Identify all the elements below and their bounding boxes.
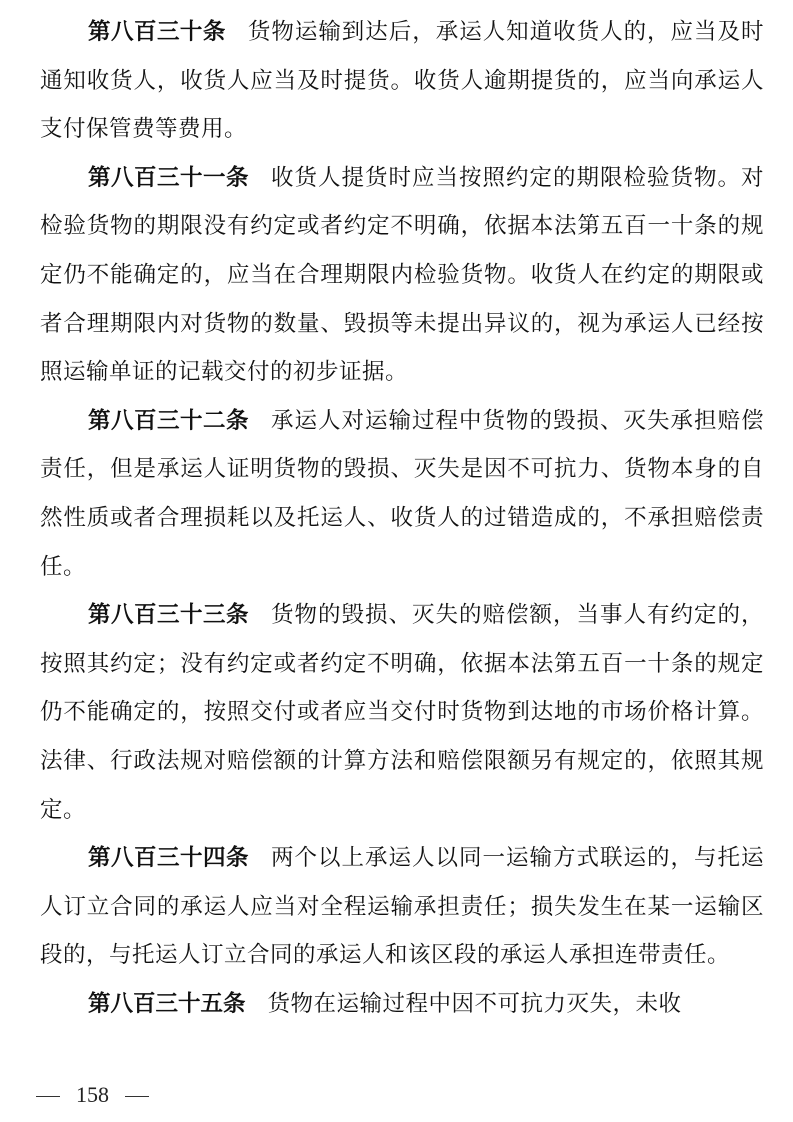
article-text: 承运人对运输过程中货物的毁损、灭失承担赔偿责任，但是承运人证明货物的毁损、灭失是因不可抗力、货物本身的自然性质或者合理损耗以及托运人、收货人的过错造成的，不承担赔偿责任。 <box>40 407 764 580</box>
article-text: 货物运输到达后，承运人知道收货人的，应当及时通知收货人，收货人应当及时提货。收货人逾期提货的，应当向承运人支付保管费等费用。 <box>40 19 764 143</box>
article-text: 收货人提货时应当按照约定的期限检验货物。对检验货物的期限没有约定或者约定不明确，依据本法第五百一十条的规定仍不能确定的，应当在合理期限内检验货物。收货人在约定的期限或者合理期限内对货物的数量、毁损等未提出异议的，视为承运人已经按照运输单证的记载交付的初步证据。 <box>40 164 764 386</box>
page-footer <box>36 1082 149 1108</box>
article-number: 第八百三十二条 <box>88 407 249 434</box>
article-number: 第八百三十三条 <box>88 602 249 629</box>
article-number: 第八百三十五条 <box>88 990 246 1017</box>
article-text: 货物的毁损、灭失的赔偿额，当事人有约定的，按照其约定；没有约定或者约定不明确，依据本法第五百一十条的规定仍不能确定的，按照交付或者应当交付时货物到达地的市场价格计算。法律、行政法规对赔偿额的计算方法和赔偿限额另有规定的，依照其规定。 <box>40 602 764 823</box>
article-832 <box>40 397 764 591</box>
article-number: 第八百三十四条 <box>88 845 249 872</box>
article-831 <box>40 154 764 397</box>
article-text: 两个以上承运人以同一运输方式联运的，与托运人订立合同的承运人应当对全程运输承担责任；损失发生在某一运输区段的，与托运人订立合同的承运人和该区段的承运人承担连带责任。 <box>40 845 764 969</box>
page-number: 158 <box>76 1082 109 1107</box>
article-830 <box>40 8 764 154</box>
article-834 <box>40 834 764 980</box>
document-body <box>40 8 764 1028</box>
footer-dash-left <box>36 1096 60 1097</box>
article-text: 货物在运输过程中因不可抗力灭失，未收 <box>267 990 682 1017</box>
article-833 <box>40 591 764 834</box>
article-835 <box>40 980 764 1029</box>
article-number: 第八百三十一条 <box>88 164 249 191</box>
article-number: 第八百三十条 <box>88 19 226 45</box>
footer-dash-right <box>125 1096 149 1097</box>
